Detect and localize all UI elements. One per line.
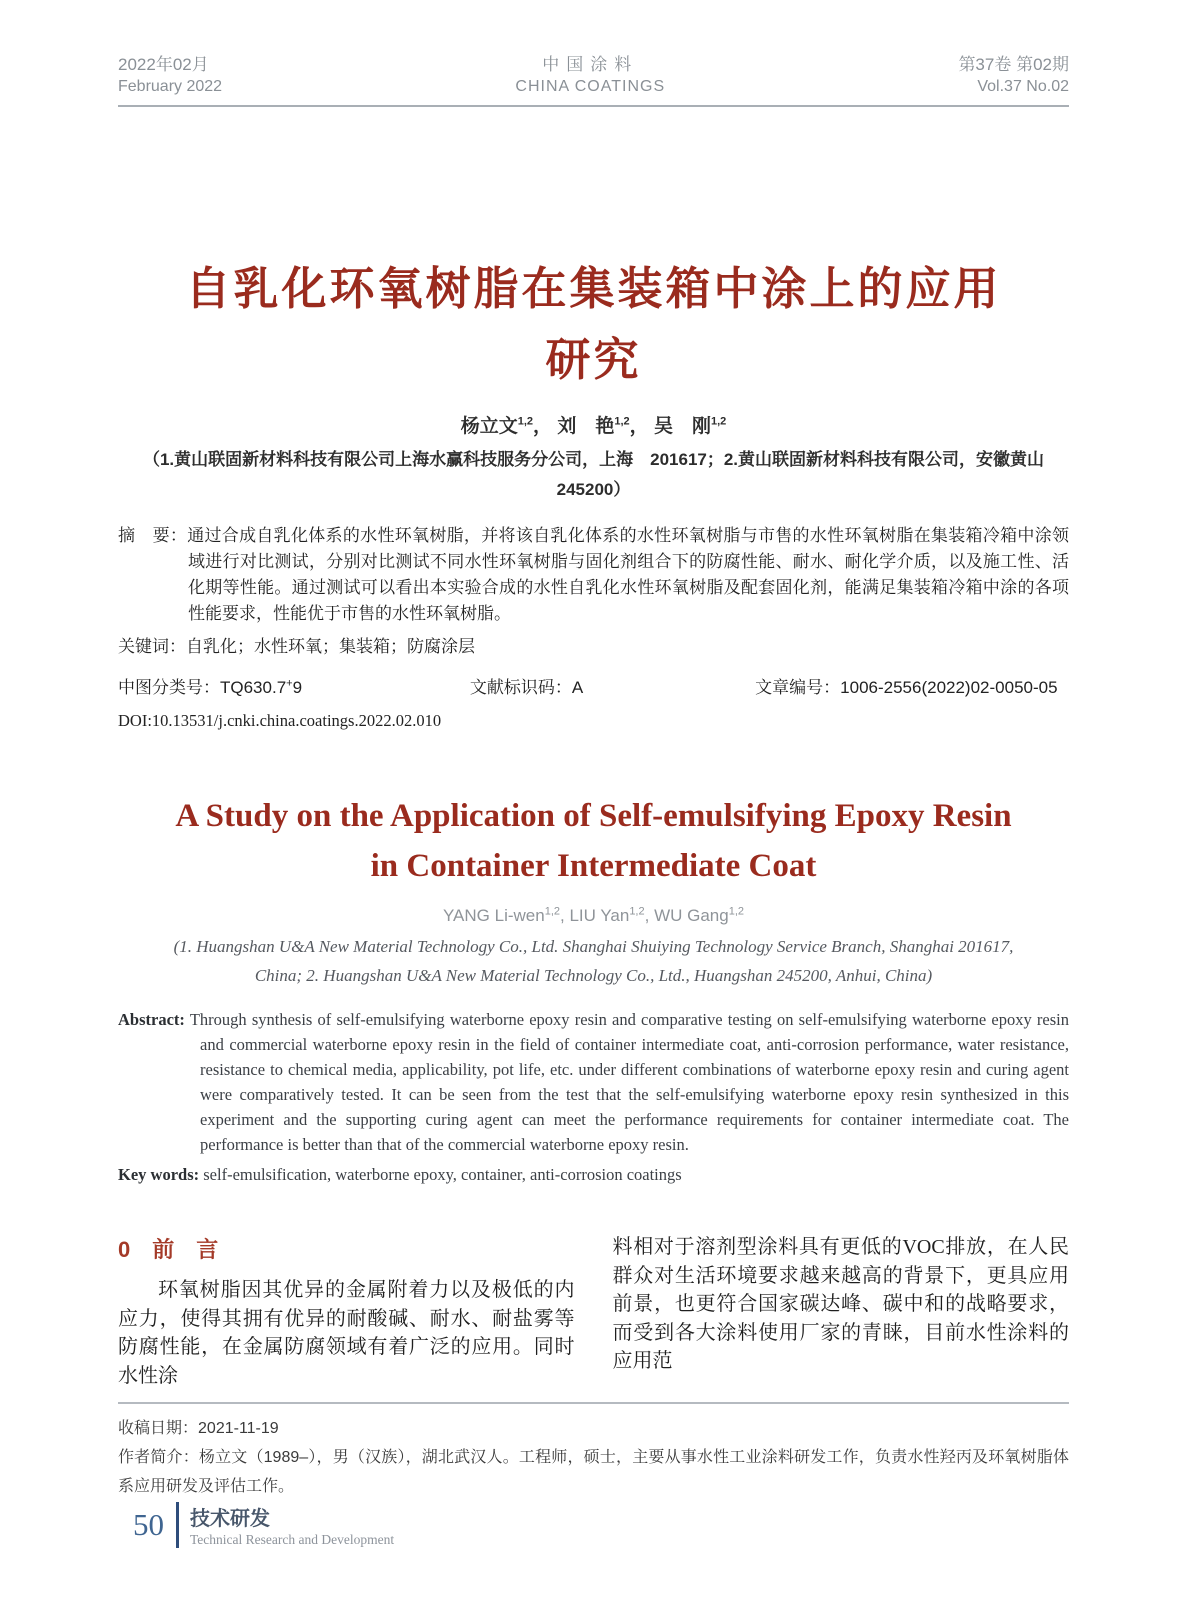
clc-number xyxy=(118,673,470,698)
clc-label: 中图分类号： xyxy=(118,678,220,697)
article-id-value: 1006-2556(2022)02-0050-05 xyxy=(840,678,1058,697)
paper-title-zh-line2: 研究 xyxy=(545,334,642,385)
author-zh-sup: 1,2 xyxy=(710,415,727,428)
page-footer xyxy=(133,1502,394,1548)
authors-zh xyxy=(118,411,1069,438)
abstract-en xyxy=(118,1007,1069,1157)
body-column-left xyxy=(118,1233,575,1390)
footer-section-en: Technical Research and Development xyxy=(190,1532,395,1547)
journal-issue-zh: 第37卷 第02期 xyxy=(958,55,1069,74)
author-zh-sep: ， xyxy=(629,416,649,437)
article-id xyxy=(755,673,1069,698)
paper-title-zh-line1: 自乳化环氧树脂在集装箱中涂上的应用 xyxy=(185,263,1002,314)
author-zh xyxy=(654,416,726,437)
author-en-sep: , xyxy=(644,906,655,925)
meta-row xyxy=(118,673,1069,698)
keywords-zh-text: 自乳化；水性环氧；集装箱；防腐涂层 xyxy=(186,637,475,656)
article-id-label: 文章编号： xyxy=(755,678,841,697)
paper-title-en-line1: A Study on the Application of Self-emulsifying Epoxy Resin xyxy=(175,798,1012,834)
author-zh-name: 刘 艳 xyxy=(557,416,615,437)
authors-en xyxy=(118,906,1069,926)
journal-header-date xyxy=(118,50,222,96)
paper-title-en xyxy=(118,791,1069,891)
abstract-zh xyxy=(118,523,1069,627)
abstract-zh-label: 摘 要： xyxy=(118,526,188,545)
abstract-zh-text: 通过合成自乳化体系的水性环氧树脂，并将该自乳化体系的水性环氧树脂与市售的水性环氧树脂在集装箱冷箱中涂领域进行对比测试，分别对比测试不同水性环氧树脂与固化剂组合下的防腐性能、耐水、耐化学介质，以及施工性、活化期等性能。通过测试可以看出本实验合成的水性自乳化水性环氧树脂及配套固化剂，能满足集装箱冷箱中涂的各项性能要求，性能优于市售的水性环氧树脂。 xyxy=(187,526,1069,623)
footnote xyxy=(118,1402,1069,1501)
author-en xyxy=(654,906,744,925)
author-zh xyxy=(461,416,552,437)
document-code-label: 文献标识码： xyxy=(469,678,572,697)
author-en-name: YANG Li-wen xyxy=(442,906,545,925)
author-bio-text: 杨立文（1989–），男（汉族），湖北武汉人。工程师，硕士，主要从事水性工业涂料研发工作，负责水性羟丙及环氧树脂体系应用研发及评估工作。 xyxy=(118,1449,1069,1495)
footer-section-zh: 技术研发 xyxy=(190,1508,270,1530)
body-column-right xyxy=(613,1233,1070,1390)
author-en xyxy=(443,906,569,925)
affiliation-en-line1: (1. Huangshan U&A New Material Technology Co., Ltd. Shanghai Shuiying Technology Service Branch, Shanghai 201617, xyxy=(173,937,1014,956)
abstract-en-label: Abstract: xyxy=(118,1010,185,1029)
journal-name-zh: 中国涂料 xyxy=(542,55,639,74)
paper-title-zh xyxy=(118,253,1069,395)
author-en-name: LIU Yan xyxy=(569,906,630,925)
document-code-value: A xyxy=(571,678,584,697)
author-zh-name: 吴 刚 xyxy=(653,416,711,437)
keywords-en-label: Key words: xyxy=(118,1165,200,1184)
affiliation-en-line2: China; 2. Huangshan U&A New Material Technology Co., Ltd., Huangshan 245200, Anhui, China) xyxy=(254,966,933,985)
keywords-zh xyxy=(118,634,1069,660)
journal-issue-en: Vol.37 No.02 xyxy=(977,78,1069,95)
journal-header-name xyxy=(515,50,665,96)
abstract-en-text: Through synthesis of self-emulsifying waterborne epoxy resin and comparative testing on self-emulsifying waterborne epoxy resin and commercial waterborne epoxy resin in the field of container intermediate coat, anti-corrosion performance, water resistance, resistance to chemical media, applicability, pot life, etc. under different combinations of waterborne epoxy resin and curing agent were comparatively tested. It can be seen from the test that the self-emulsifying waterborne epoxy resin synthesized in this experiment and the supporting curing agent can meet the performance requirements for container intermediate coat. The performance is better than that of the commercial waterborne epoxy resin. xyxy=(189,1010,1070,1154)
doi: DOI:10.13531/j.cnki.china.coatings.2022.02.010 xyxy=(118,711,442,730)
author-zh-sup: 1,2 xyxy=(517,415,534,428)
footer-divider-bar xyxy=(176,1502,179,1548)
paper-title-en-line2: in Container Intermediate Coat xyxy=(370,848,817,884)
author-en-sep: , xyxy=(560,906,570,925)
author-zh-sup: 1,2 xyxy=(614,415,630,428)
author-zh xyxy=(557,416,648,437)
journal-header-issue xyxy=(958,50,1069,96)
body-columns xyxy=(118,1233,1069,1390)
author-en-sup: 1,2 xyxy=(544,905,560,918)
affiliation-en xyxy=(118,932,1069,990)
body-paragraph-right: 料相对于溶剂型涂料具有更低的VOC排放，在人民群众对生活环境要求越来越高的背景下，更具应用前景，也更符合国家碳达峰、碳中和的战略要求，而受到各大涂料使用厂家的青睐，目前水性涂料的应用范 xyxy=(612,1236,1069,1372)
journal-date-zh: 2022年02月 xyxy=(118,55,209,74)
journal-header xyxy=(118,0,1069,107)
affiliation-zh-line2: 245200） xyxy=(556,480,631,499)
affiliation-zh-line1: （1.黄山联固新材料科技有限公司上海水赢科技服务分公司，上海 201617；2.黄山联固新材料科技有限公司，安徽黄山 xyxy=(142,450,1045,469)
author-en-sup: 1,2 xyxy=(629,905,645,918)
keywords-en-text: self-emulsification, waterborne epoxy, container, anti-corrosion coatings xyxy=(203,1165,682,1184)
received-date-value: 2021-11-19 xyxy=(198,1420,279,1437)
journal-name-en: CHINA COATINGS xyxy=(515,78,666,95)
document-code xyxy=(470,673,755,698)
affiliation-zh xyxy=(118,445,1069,505)
author-en-sup: 1,2 xyxy=(728,905,744,918)
author-bio-label: 作者简介： xyxy=(118,1449,199,1466)
journal-date-en: February 2022 xyxy=(118,78,223,95)
section-0-heading: 0 前 言 xyxy=(118,1237,219,1262)
footer-section xyxy=(190,1502,394,1548)
body-paragraph-left: 环氧树脂因其优异的金属附着力以及极低的内应力，使得其拥有优异的耐酸碱、耐水、耐盐雾等防腐性能，在金属防腐领域有着广泛的应用。同时水性涂 xyxy=(118,1279,575,1387)
keywords-zh-label: 关键词： xyxy=(118,637,186,656)
received-date-label: 收稿日期： xyxy=(118,1420,199,1437)
keywords-en xyxy=(118,1162,1069,1187)
clc-sup: + xyxy=(286,677,293,690)
page-number: 50 xyxy=(133,1507,164,1542)
author-bio xyxy=(118,1443,1069,1501)
received-date xyxy=(118,1414,1069,1443)
author-en-name: WU Gang xyxy=(654,906,729,925)
clc-tail: 9 xyxy=(292,678,303,697)
author-zh-sep: ， xyxy=(533,416,553,437)
author-en xyxy=(569,906,654,925)
clc-value: TQ630.7 xyxy=(220,678,287,697)
author-zh-name: 杨立文 xyxy=(460,416,518,437)
